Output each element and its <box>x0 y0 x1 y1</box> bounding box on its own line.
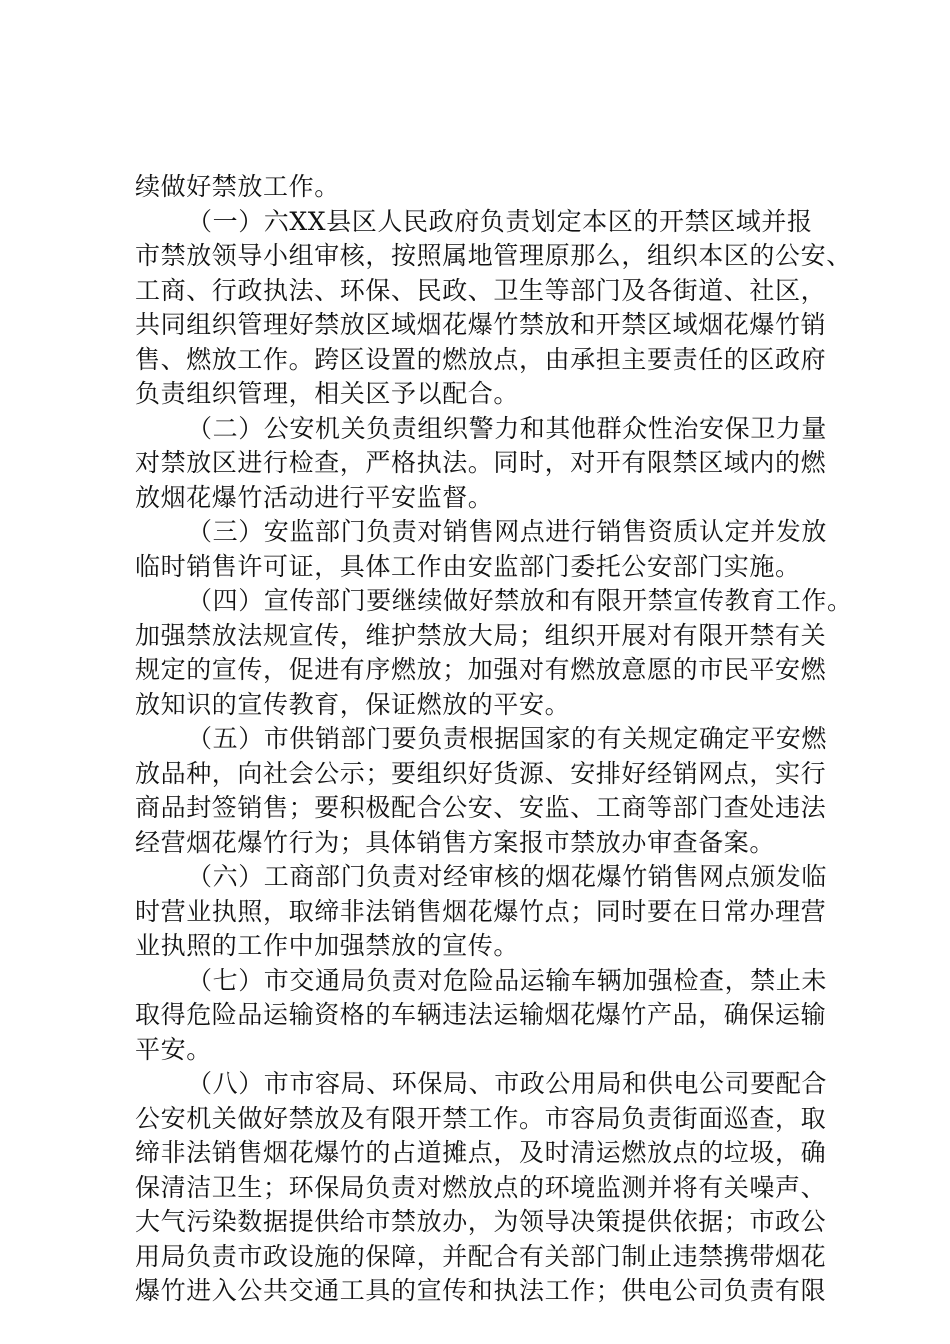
text-line: 放烟花爆竹活动进行平安监督。 <box>135 482 494 512</box>
text-line: 对禁放区进行检查，严格执法。同时，对开有限禁区域内的燃 <box>135 448 827 477</box>
document-body <box>135 170 853 1309</box>
text-line: 缔非法销售烟花爆竹的占道摊点，及时清运燃放点的垃圾，确 <box>135 1138 827 1167</box>
paragraph-first-line: （五）市供销部门要负责根据国家的有关规定确定平安燃 <box>187 724 828 753</box>
text-line: 规定的宣传，促进有序燃放；加强对有燃放意愿的市民平安燃 <box>135 655 827 684</box>
text-line: 工商、行政执法、环保、民政、卫生等部门及各街道、社区， <box>135 275 827 305</box>
text-line: 市禁放领导小组审核，按照属地管理原那么，组织本区的公安、 <box>135 241 852 270</box>
text-line: 续做好禁放工作。 <box>135 172 340 201</box>
paragraph-first-line: （三）安监部门负责对销售网点进行销售资质认定并发放 <box>187 517 828 546</box>
text-line: 放品种，向社会公示；要组织好货源、安排好经销网点，实行 <box>135 758 827 788</box>
paragraph-first-line: （六）工商部门负责对经审核的烟花爆竹销售网点颁发临 <box>187 862 828 891</box>
text-line: 共同组织管理好禁放区域烟花爆竹禁放和开禁区域烟花爆竹销 <box>135 310 827 339</box>
text-line: 平安。 <box>135 1034 212 1064</box>
paragraph-first-line: （一）六XX县区人民政府负责划定本区的开禁区域并报 <box>187 206 813 236</box>
text-line: 售、燃放工作。跨区设置的燃放点，由承担主要责任的区政府 <box>135 344 827 374</box>
text-line: 大气污染数据提供给市禁放办，为领导决策提供依据；市政公 <box>135 1207 827 1236</box>
text-line: 商品封签销售；要积极配合公安、安监、工商等部门查处违法 <box>135 793 827 822</box>
text-line: 时营业执照，取缔非法销售烟花爆竹点；同时要在日常办理营 <box>135 896 827 926</box>
paragraph-first-line: （八）市市容局、环保局、市政公用局和供电公司要配合 <box>187 1069 828 1098</box>
text-line: 保清洁卫生；环保局负责对燃放点的环境监测并将有关噪声、 <box>135 1172 827 1202</box>
text-line: 经营烟花爆竹行为；具体销售方案报市禁放办审查备案。 <box>135 827 776 857</box>
text-line: 负责组织管理，相关区予以配合。 <box>135 379 520 408</box>
paragraph-first-line: （七）市交通局负责对危险品运输车辆加强检查，禁止未 <box>187 965 828 995</box>
paragraph-first-line: （四）宣传部门要继续做好禁放和有限开禁宣传教育工作。 <box>187 586 853 615</box>
text-line: 加强禁放法规宣传，维护禁放大局；组织开展对有限开禁有关 <box>135 620 827 650</box>
text-line: 取得危险品运输资格的车辆违法运输烟花爆竹产品，确保运输 <box>135 1000 827 1029</box>
text-line: 爆竹进入公共交通工具的宣传和执法工作；供电公司负责有限 <box>135 1276 827 1305</box>
text-line: 临时销售许可证，具体工作由安监部门委托公安部门实施。 <box>135 551 801 581</box>
paragraph-first-line: （二）公安机关负责组织警力和其他群众性治安保卫力量 <box>187 413 828 443</box>
text-line: 公安机关做好禁放及有限开禁工作。市容局负责街面巡查，取 <box>135 1103 827 1133</box>
text-line: 业执照的工作中加强禁放的宣传。 <box>135 931 520 960</box>
text-line: 放知识的宣传教育，保证燃放的平安。 <box>135 689 571 719</box>
text-line: 用局负责市政设施的保障，并配合有关部门制止违禁携带烟花 <box>135 1241 827 1271</box>
